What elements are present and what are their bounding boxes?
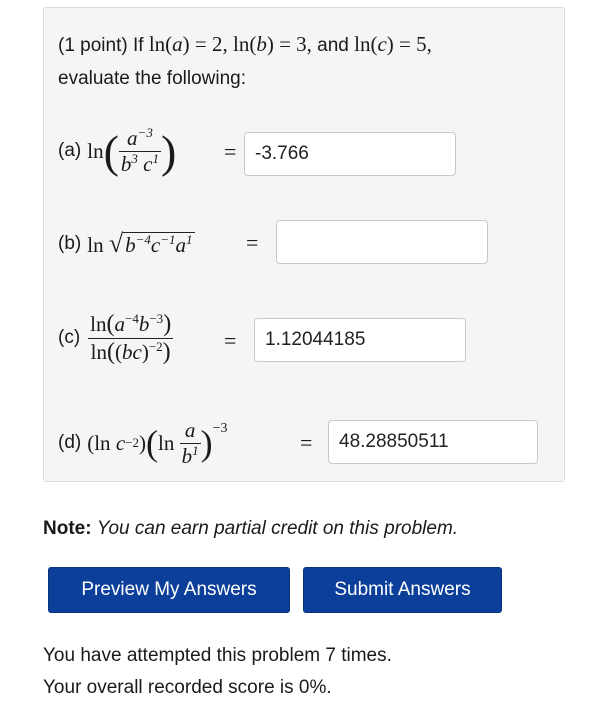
given-values: ln(a) = 2, ln(b) = 3, and ln(c) = 5, [148,32,432,56]
attempt-status [43,640,392,704]
part-c-answer-input[interactable] [254,318,466,362]
part-b-label: (b) [58,233,82,254]
part-a-answer-input[interactable] [244,132,456,176]
preview-answers-button[interactable]: Preview My Answers [48,567,290,613]
problem-statement [58,28,432,95]
note [43,518,458,540]
part-b-expression: $\ln √b^{-4}c^{-1}a^1$ [87,229,193,258]
part-d-label: (d) [58,432,82,453]
part-d-expression: (ln c −2 ) ( ln $\frac{a}{b^1}$ ) $^{-3}$ [87,417,228,468]
note-text: You can earn partial credit on this problem. [96,518,459,539]
part-a-label: (a) [58,140,82,161]
part-c-equals: = [224,328,237,353]
if-word: If [132,35,144,56]
part-d-equals: = [300,430,313,455]
part-b-equals: = [246,230,259,255]
instruction: evaluate the following: [58,68,247,89]
part-b-answer-input[interactable] [276,220,488,264]
part-c [58,298,173,378]
submit-answers-button[interactable]: Submit Answers [303,567,502,613]
attempts-text: You have attempted this problem 7 times. [43,645,392,666]
part-d [58,408,227,478]
part-a-equals: = [224,139,237,164]
part-c-expression: $\frac{\ln(a^{-4}b^{-3})}{\ln((bc)^{-2})}$ [90,310,172,365]
part-a-expression: ln ( $\frac{a^{-3}}{b^3 c^1}$ ) [87,124,177,177]
problem-panel [43,7,565,482]
part-c-label: (c) [58,327,81,348]
note-heading: Note: [43,518,92,539]
part-b [58,222,195,266]
part-d-answer-input[interactable] [328,420,538,464]
points-label: (1 point) [58,35,128,56]
score-text: Your overall recorded score is 0%. [43,677,332,698]
part-a [58,116,176,186]
